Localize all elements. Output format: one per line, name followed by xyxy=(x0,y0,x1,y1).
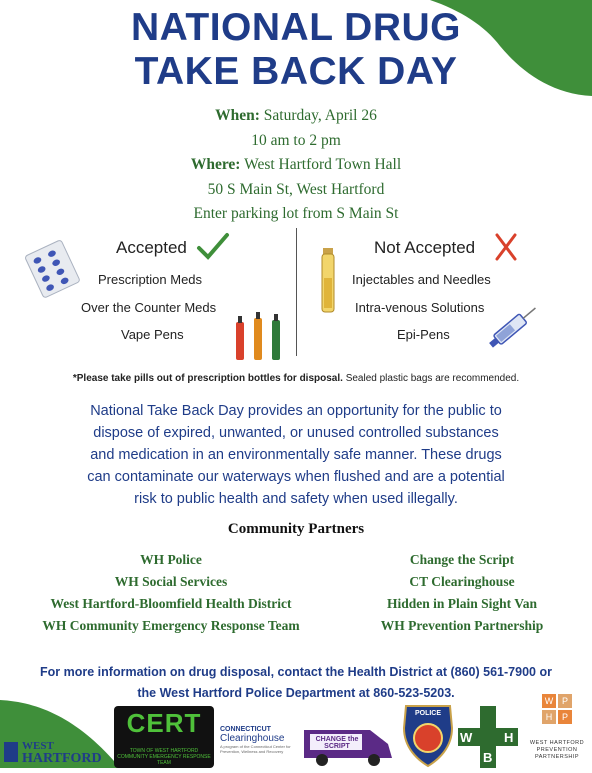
whpp-h: H xyxy=(542,710,556,724)
cert-logo xyxy=(114,706,214,768)
whpp-text: WEST HARTFORD PREVENTION PARTNERSHIP xyxy=(529,740,585,760)
checkmark-icon xyxy=(196,232,230,262)
where-value: West Hartford Town Hall xyxy=(240,156,402,173)
when-label: When: xyxy=(215,107,260,124)
not-accepted-item: Injectables and Needles xyxy=(352,272,491,287)
not-accepted-item: Intra-venous Solutions xyxy=(355,300,485,315)
contact-line-1: For more information on drug disposal, contact the Health District at (860) 561-7900 or xyxy=(40,665,552,679)
wh-logo-line-1: WEST xyxy=(22,740,54,752)
whb-health-district-logo xyxy=(458,706,518,768)
pill-pack-icon xyxy=(22,238,82,298)
partner-item: WH Police xyxy=(140,552,202,567)
description-paragraph: National Take Back Day provides an opportunity for the public to dispose of expired, unwanted, or unused controlled substances and medication in an environmentally safe manner. These drugs can contaminate our waterways when flushed and are a potential risk to public health and safety when used illegally. xyxy=(87,403,505,507)
accepted-title: Accepted xyxy=(116,238,187,257)
note-rest: Sealed plastic bags are recommended. xyxy=(342,373,520,384)
building-icon xyxy=(4,742,18,762)
x-mark-icon xyxy=(494,232,518,262)
whb-h: H xyxy=(504,730,514,745)
title-line-2: TAKE BACK DAY xyxy=(134,50,458,93)
police-badge-logo xyxy=(400,700,456,768)
note-bold: *Please take pills out of prescription bottles for disposal. xyxy=(72,373,343,384)
police-badge-text: POLICE xyxy=(414,710,442,717)
van-text: CHANGE the SCRIPT xyxy=(315,736,359,750)
clearinghouse-line-2: Clearinghouse xyxy=(220,733,285,744)
contact-info xyxy=(0,662,592,704)
whpp-p2: P xyxy=(558,710,572,724)
whpp-p1: P xyxy=(558,694,572,708)
partner-item: Change the Script xyxy=(409,552,515,567)
partner-item: CT Clearinghouse xyxy=(409,574,515,589)
event-time: 10 am to 2 pm xyxy=(251,131,341,149)
disposal-note xyxy=(0,373,592,384)
cert-logo-subtext: TOWN OF WEST HARTFORD COMMUNITY EMERGENCY RESPONSE TEAM xyxy=(117,748,211,766)
where-label: Where: xyxy=(190,156,241,173)
partners-title: Community Partners xyxy=(227,521,365,537)
not-accepted-title: Not Accepted xyxy=(374,238,476,257)
partner-item: WH Prevention Partnership xyxy=(380,618,544,633)
west-hartford-logo xyxy=(0,734,112,768)
partner-item: WH Social Services xyxy=(114,574,228,589)
not-accepted-item: Epi-Pens xyxy=(397,327,450,342)
parking-instructions: Enter parking lot from S Main St xyxy=(193,205,399,222)
accepted-item: Over the Counter Meds xyxy=(81,300,217,315)
column-divider xyxy=(296,228,297,356)
whpp-w: W xyxy=(542,694,556,708)
accepted-item: Prescription Meds xyxy=(98,272,203,287)
page-title xyxy=(0,6,592,94)
whb-b: B xyxy=(483,750,493,765)
when-value: Saturday, April 26 xyxy=(259,107,377,124)
ct-clearinghouse-logo xyxy=(220,726,302,762)
partners-list-left xyxy=(10,549,332,637)
partner-item: WH Community Emergency Response Team xyxy=(42,618,300,633)
wh-logo-line-2: HARTFORD xyxy=(22,751,102,766)
title-line-1: NATIONAL DRUG xyxy=(130,6,462,49)
wh-prevention-partnership-logo xyxy=(522,690,592,768)
change-the-script-van-logo xyxy=(300,718,396,768)
vape-pens-icon xyxy=(232,312,286,362)
accepted-item: Vape Pens xyxy=(121,327,184,342)
event-address: 50 S Main St, West Hartford xyxy=(207,180,385,198)
whb-w: W xyxy=(460,730,473,745)
event-info xyxy=(0,104,592,227)
syringe-icon xyxy=(484,296,544,356)
cert-logo-text: CERT xyxy=(126,708,202,738)
partners-list-right xyxy=(352,549,572,637)
clearinghouse-line-1: CONNECTICUT xyxy=(220,726,271,733)
vial-icon xyxy=(320,248,336,318)
partner-item: Hidden in Plain Sight Van xyxy=(386,596,538,611)
partner-item: West Hartford-Bloomfield Health District xyxy=(50,596,292,611)
clearinghouse-line-3: A program of the Connecticut Center for Prevention, Wellness and Recovery xyxy=(220,744,291,754)
contact-line-2: the West Hartford Police Department at 860-523-5203. xyxy=(137,686,455,700)
